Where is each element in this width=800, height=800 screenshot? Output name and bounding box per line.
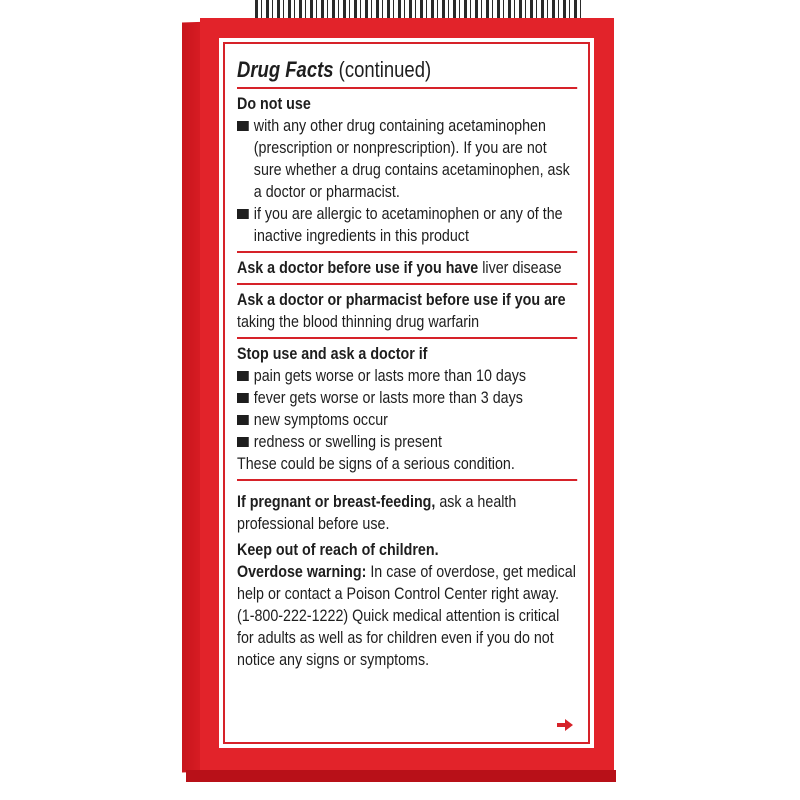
overdose-heading: Overdose warning: bbox=[237, 562, 367, 581]
overdose-text: In case of overdose, get medical help or contact a Poison Control Center right away. (1-800-222-1222) Quick medical attention is critical for adults as well as for children even if you do not notice any signs or symptoms. bbox=[237, 562, 576, 669]
divider bbox=[237, 251, 577, 253]
do-not-use-section bbox=[237, 93, 577, 247]
drug-facts-title bbox=[237, 55, 577, 85]
ask-pharmacist-section bbox=[237, 289, 577, 333]
ask-pharmacist-text: taking the blood thinning drug warfarin bbox=[237, 312, 480, 331]
pregnant-text: ask a health professional before use. bbox=[237, 492, 517, 533]
bullet-square-icon bbox=[237, 437, 249, 447]
bullet-square-icon bbox=[237, 393, 249, 403]
bullet-square-icon bbox=[237, 209, 249, 219]
arrow-right-icon bbox=[557, 719, 573, 731]
stop-use-section bbox=[237, 343, 577, 475]
divider bbox=[237, 337, 577, 339]
bullet-square-icon bbox=[237, 415, 249, 425]
list-item: pain gets worse or lasts more than 10 days bbox=[237, 365, 577, 387]
bullet-square-icon bbox=[237, 121, 249, 131]
divider bbox=[237, 479, 577, 481]
list-item: new symptoms occur bbox=[237, 409, 577, 431]
ask-pharmacist-heading: Ask a doctor or pharmacist before use if you are bbox=[237, 290, 566, 309]
list-item: redness or swelling is present bbox=[237, 431, 577, 453]
stop-use-footer: These could be signs of a serious condition. bbox=[237, 454, 515, 473]
bullet-square-icon bbox=[237, 371, 249, 381]
pregnant-heading: If pregnant or breast-feeding, bbox=[237, 492, 436, 511]
do-not-use-heading: Do not use bbox=[237, 94, 311, 113]
overdose-section bbox=[237, 561, 577, 671]
ask-doctor-heading: Ask a doctor before use if you have bbox=[237, 258, 479, 277]
list-item: with any other drug containing acetaminophen (prescription or nonprescription). If you are not sure whether a drug contains acetaminophen, ask a doctor or pharmacist. bbox=[237, 115, 577, 203]
stop-use-heading: Stop use and ask a doctor if bbox=[237, 344, 428, 363]
box-bottom bbox=[186, 770, 616, 782]
keep-out-heading: Keep out of reach of children. bbox=[237, 540, 439, 559]
title-continued: (continued) bbox=[338, 57, 432, 82]
pregnant-section bbox=[237, 491, 577, 535]
barcode bbox=[255, 0, 585, 20]
drug-facts-content bbox=[237, 55, 576, 671]
ask-doctor-text: liver disease bbox=[482, 258, 562, 277]
divider bbox=[237, 283, 577, 285]
ask-doctor-section bbox=[237, 257, 577, 279]
list-item: if you are allergic to acetaminophen or any of the inactive ingredients in this product bbox=[237, 203, 577, 247]
title-bold: Drug Facts bbox=[237, 57, 334, 82]
divider bbox=[237, 87, 577, 89]
list-item: fever gets worse or lasts more than 3 days bbox=[237, 387, 577, 409]
